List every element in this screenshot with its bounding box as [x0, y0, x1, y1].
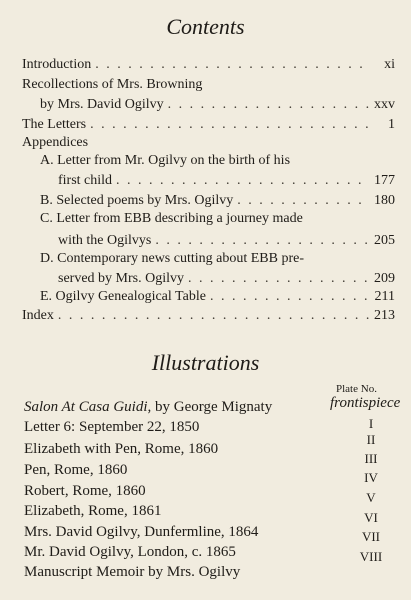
- leader-dots: [90, 116, 369, 134]
- illustration-item: [24, 523, 258, 541]
- toc-title: Introduction: [22, 57, 92, 72]
- leader-dots: [168, 96, 369, 114]
- toc-entry-appendix-a: [58, 172, 395, 190]
- leader-dots: [237, 192, 369, 210]
- illustration-item: [24, 418, 199, 436]
- illustration-item: [24, 502, 161, 520]
- illustration-title: Letter 6: September 22, 1850: [24, 419, 200, 435]
- illustration-title: Mrs. David Ogilvy, Dunfermline, 1864: [24, 524, 259, 540]
- toc-page: 213: [374, 308, 395, 323]
- plate-number: III: [364, 451, 378, 466]
- toc-title: The Letters: [22, 117, 87, 132]
- toc-title-line1: Recollections of Mrs. Browning: [22, 77, 203, 92]
- toc-title-line2: first child: [58, 173, 113, 188]
- contents-heading: Contents: [166, 14, 245, 39]
- illustration-item: [24, 440, 218, 458]
- leader-dots: [155, 232, 369, 250]
- leader-dots: [210, 288, 369, 306]
- toc-page: xxv: [374, 97, 395, 112]
- leader-dots: [116, 172, 369, 190]
- toc-entry-appendix-d: [58, 270, 395, 288]
- illustration-item: [24, 563, 240, 581]
- illustration-title-italic: Salon At Casa Guidi,: [24, 399, 152, 415]
- plate-number: II: [366, 432, 376, 447]
- toc-entry-introduction: [22, 56, 395, 74]
- toc-page: 180: [374, 193, 395, 208]
- toc-entry-index: [22, 307, 395, 325]
- toc-entry-appendix-e: [40, 288, 395, 306]
- toc-entry-appendix-c: [58, 232, 395, 250]
- illustration-item: [24, 398, 272, 416]
- plate-number: IV: [364, 470, 378, 485]
- toc-title-line2: by Mrs. David Ogilvy: [40, 97, 164, 112]
- toc-page: 211: [374, 289, 395, 304]
- plate-number-header: Plate No.: [336, 383, 377, 395]
- illustration-item: [24, 461, 127, 479]
- illustration-item: [24, 543, 236, 561]
- illustration-title: Robert, Rome, 1860: [24, 483, 146, 499]
- toc-page: xi: [384, 57, 395, 72]
- toc-entry-recollections: [40, 96, 395, 114]
- plate-number: VII: [361, 529, 381, 544]
- leader-dots: [188, 270, 369, 288]
- toc-entry-letters: [22, 116, 395, 134]
- illustrations-heading: Illustrations: [151, 350, 260, 375]
- toc-title-line2: with the Ogilvys: [58, 233, 152, 248]
- plate-number: VI: [364, 510, 378, 525]
- toc-entry-appendix-b: [40, 192, 395, 210]
- illustration-title: Pen, Rome, 1860: [24, 462, 128, 478]
- toc-title: Index: [22, 308, 54, 323]
- leader-dots: [58, 307, 369, 325]
- toc-page: 209: [374, 271, 395, 286]
- toc-page: 177: [374, 173, 395, 188]
- leader-dots: [95, 56, 369, 74]
- illustration-title: by George Mignaty: [151, 399, 273, 415]
- toc-appendices-label: Appendices: [22, 135, 89, 150]
- plate-number: I: [368, 416, 374, 431]
- plate-number: VIII: [359, 549, 383, 564]
- toc-title: E. Ogilvy Genealogical Table: [40, 289, 206, 304]
- illustration-title: Elizabeth with Pen, Rome, 1860: [24, 441, 219, 457]
- plate-frontispiece: frontispiece: [330, 395, 401, 411]
- toc-page: 1: [388, 117, 395, 132]
- illustration-title: Manuscript Memoir by Mrs. Ogilvy: [24, 564, 241, 580]
- illustration-title: Mr. David Ogilvy, London, c. 1865: [24, 544, 236, 560]
- toc-title-line1: C. Letter from EBB describing a journey made: [40, 211, 303, 226]
- toc-title-line2: served by Mrs. Ogilvy: [58, 271, 184, 286]
- illustration-title: Elizabeth, Rome, 1861: [24, 503, 162, 519]
- toc-title-line1: D. Contemporary news cutting about EBB pre-: [40, 251, 305, 266]
- toc-page: 205: [374, 233, 395, 248]
- toc-title: B. Selected poems by Mrs. Ogilvy: [40, 193, 234, 208]
- illustration-item: [24, 482, 146, 500]
- plate-number: V: [366, 490, 376, 505]
- toc-title-line1: A. Letter from Mr. Ogilvy on the birth of his: [40, 153, 291, 168]
